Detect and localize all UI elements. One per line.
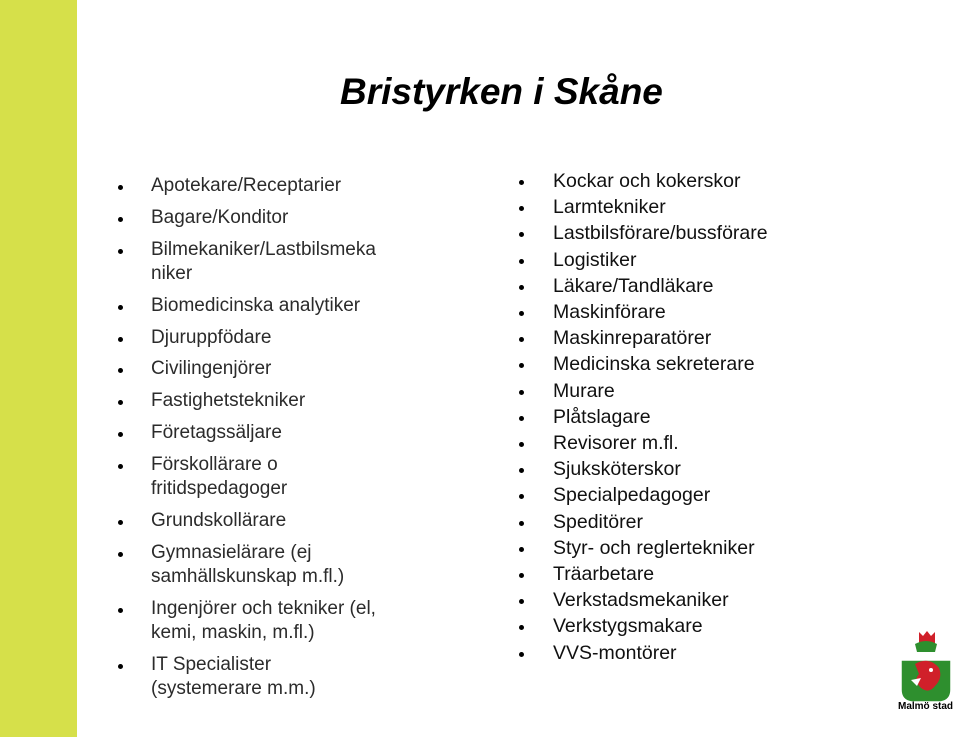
list-item: Ingenjörer och tekniker (el, kemi, maskin, m.fl.) (118, 597, 401, 645)
list-item: Fastighetstekniker (118, 389, 418, 413)
list-item: Bagare/Konditor (118, 206, 418, 230)
list-item: Maskinförare (519, 299, 819, 325)
logo-label: Malmö stad (898, 701, 954, 712)
malmo-coat-of-arms-icon (893, 630, 959, 737)
list-item: Apotekare/Receptarier (118, 174, 418, 198)
list-item: Bilmekaniker/Lastbilsmeka niker (118, 238, 389, 286)
list-item: Larmtekniker (519, 194, 819, 220)
list-item: Maskinreparatörer (519, 325, 819, 351)
list-item: Specialpedagoger (519, 482, 819, 508)
right-occupation-list (519, 168, 819, 666)
list-item: Grundskollärare (118, 509, 418, 533)
left-occupation-list (118, 174, 418, 709)
slide-title: Bristyrken i Skåne (340, 71, 663, 112)
list-item: Styr- och reglertekniker (519, 535, 819, 561)
list-item: VVS-montörer (519, 640, 819, 666)
list-item: Speditörer (519, 509, 819, 535)
list-item: IT Specialister (systemerare m.m.) (118, 653, 361, 701)
list-item: Kockar och kokerskor (519, 168, 819, 194)
list-item: Verkstygsmakare (519, 613, 819, 639)
list-item: Biomedicinska analytiker (118, 294, 418, 318)
list-item: Gymnasielärare (ej samhällskunskap m.fl.) (118, 541, 391, 589)
list-item: Verkstadsmekaniker (519, 587, 819, 613)
list-item: Förskollärare o fritidspedagoger (118, 453, 311, 501)
side-accent-bar (0, 0, 77, 737)
list-item: Logistiker (519, 247, 819, 273)
list-item: Revisorer m.fl. (519, 430, 819, 456)
list-item: Djuruppfödare (118, 326, 418, 350)
list-item: Läkare/Tandläkare (519, 273, 819, 299)
list-item: Sjuksköterskor (519, 456, 819, 482)
list-item: Träarbetare (519, 561, 819, 587)
list-item: Medicinska sekreterare (519, 351, 819, 377)
list-item: Lastbilsförare/bussförare (519, 220, 819, 246)
list-item: Civilingenjörer (118, 357, 418, 381)
list-item: Murare (519, 378, 819, 404)
list-item: Företagssäljare (118, 421, 418, 445)
list-item: Plåtslagare (519, 404, 819, 430)
